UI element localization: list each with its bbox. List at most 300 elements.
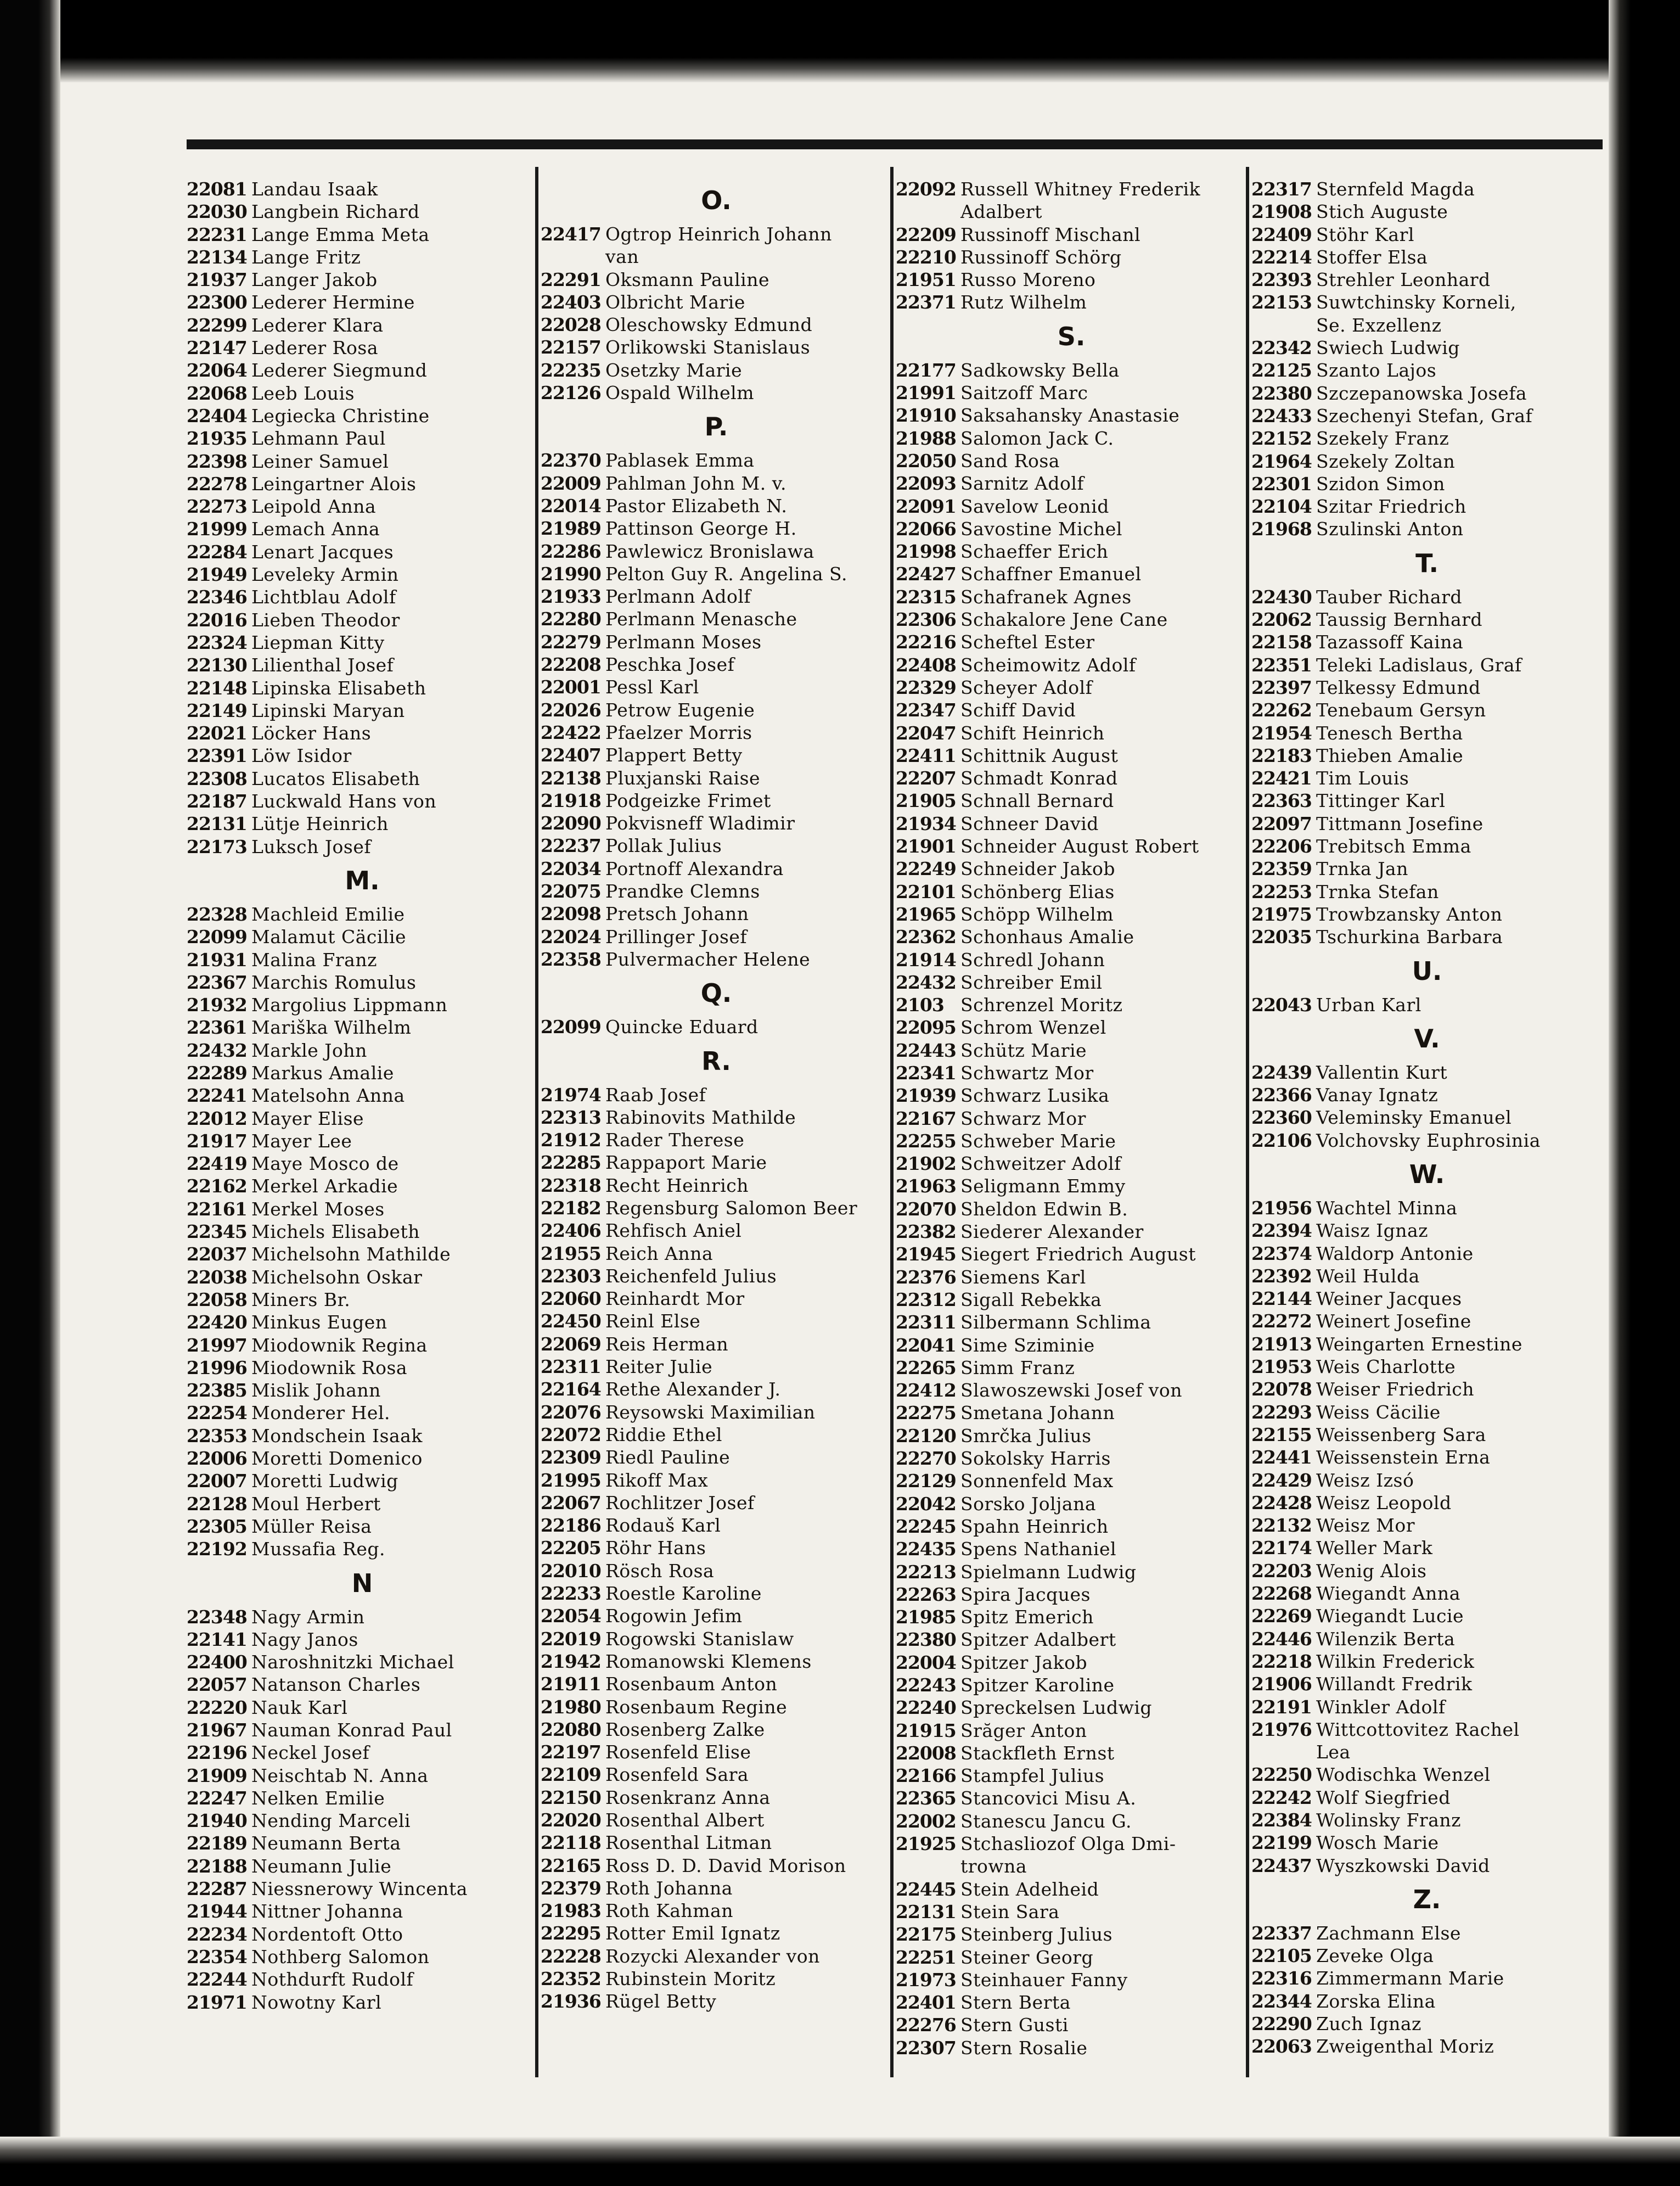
list-item <box>896 1787 1247 1809</box>
list-item <box>187 1493 538 1515</box>
entry-number: 21910 <box>896 405 956 427</box>
entry-name: Zachmann Else <box>1316 1922 1461 1944</box>
list-item <box>1251 359 1603 382</box>
list-item <box>896 1243 1247 1265</box>
entry-name: Nauman Konrad Paul <box>251 1719 452 1741</box>
list-item <box>187 291 538 313</box>
entry-number: 22020 <box>541 1809 601 1831</box>
list-item <box>541 1560 892 1582</box>
entry-number: 22149 <box>187 699 247 721</box>
entry-name: Perlmann Adolf <box>605 586 751 608</box>
list-item <box>896 1991 1247 2014</box>
entry-name: Telkessy Edmund <box>1316 676 1481 698</box>
entry-name: Spielmann Ludwig <box>960 1561 1137 1583</box>
entry-name: Stancovici Misu A. <box>960 1787 1137 1809</box>
entry-number: 22348 <box>187 1606 247 1628</box>
list-item <box>187 1311 538 1333</box>
entry-name: Rodauš Karl <box>605 1515 721 1537</box>
list-item <box>1251 1854 1603 1877</box>
entry-name: Rehfisch Aniel <box>605 1220 742 1242</box>
list-item <box>541 336 892 358</box>
entry-name: Urban Karl <box>1316 994 1421 1016</box>
entry-number: 22068 <box>187 382 247 404</box>
entry-name: Schönberg Elias <box>960 881 1115 903</box>
entry-name: Ross D. D. David Morison <box>605 1854 846 1876</box>
entry-number: 22291 <box>541 268 601 290</box>
entry-name: Steiner Georg <box>960 1946 1094 1968</box>
entry-number: 22183 <box>1251 744 1312 766</box>
entry-name: Pollak Julius <box>605 835 722 857</box>
list-item <box>541 1378 892 1400</box>
list-item <box>896 1175 1247 1197</box>
entry-number: 22058 <box>187 1288 247 1310</box>
entry-number: 22439 <box>1251 1061 1312 1083</box>
entry-number: 21908 <box>1251 201 1312 223</box>
entry-name: Szekely Franz <box>1316 428 1449 450</box>
entry-name: Nagy Armin <box>251 1606 365 1628</box>
entry-number: 22147 <box>187 337 247 359</box>
list-item <box>541 1741 892 1763</box>
list-item <box>1251 337 1603 359</box>
entry-number: 22099 <box>187 926 247 948</box>
entry-name: Rügel Betty <box>605 1991 717 2013</box>
entry-number: 22182 <box>541 1197 601 1219</box>
list-item <box>187 1923 538 1946</box>
list-item <box>187 722 538 744</box>
entry-name: Rozycki Alexander von <box>605 1945 820 1967</box>
list-item <box>1251 1831 1603 1854</box>
directory-column-1 <box>187 178 538 2077</box>
entry-name: Röhr Hans <box>605 1537 706 1559</box>
entry-name: Siemens Karl <box>960 1266 1086 1288</box>
entry-name: Strehler Leonhard <box>1316 269 1491 291</box>
entry-name: Szekely Zoltan <box>1316 450 1456 472</box>
entry-name: Leingartner Alois <box>251 473 417 495</box>
list-item <box>187 405 538 427</box>
list-item <box>187 1220 538 1243</box>
list-item <box>187 1334 538 1357</box>
list-item <box>1251 1537 1603 1559</box>
entry-name: Pessl Karl <box>605 676 699 698</box>
list-item <box>896 1130 1247 1152</box>
entry-number: 22445 <box>896 1878 956 1900</box>
entry-name: Lehmann Paul <box>251 428 386 450</box>
list-item <box>541 608 892 630</box>
list-item <box>1251 1673 1603 1695</box>
entry-number: 22408 <box>896 654 956 676</box>
entry-number: 22081 <box>187 178 247 200</box>
entry-number: 22290 <box>1251 2013 1312 2035</box>
entry-name: Reich Anna <box>605 1242 713 1264</box>
entry-number: 22411 <box>896 744 956 766</box>
entry-number: 21974 <box>541 1084 601 1106</box>
list-item <box>187 1062 538 1084</box>
header-rule <box>187 139 1603 149</box>
entry-name: Wosch Marie <box>1316 1832 1439 1854</box>
entry-number: 22030 <box>187 201 247 223</box>
list-item <box>1251 1084 1603 1106</box>
entry-number: 21996 <box>187 1357 247 1378</box>
entry-name: Lange Fritz <box>251 246 361 268</box>
entry-number: 21971 <box>187 1991 247 2013</box>
entry-name: Rösch Rosa <box>605 1560 715 1582</box>
entry-number: 21942 <box>541 1650 601 1672</box>
entry-name: Perlmann Menasche <box>605 608 797 630</box>
entry-name: Rosenthal Albert <box>605 1809 765 1831</box>
list-item <box>1251 223 1603 246</box>
entry-number: 22317 <box>1251 178 1312 200</box>
list-item <box>187 1991 538 2014</box>
list-item <box>541 812 892 834</box>
list-item <box>896 631 1247 653</box>
entry-name: Weis Charlotte <box>1316 1356 1456 1378</box>
list-item <box>896 200 1247 223</box>
list-item <box>1251 994 1603 1016</box>
list-item <box>896 1334 1247 1357</box>
entry-name: Rochlitzer Josef <box>605 1492 755 1514</box>
list-item <box>896 699 1247 721</box>
list-item <box>896 1628 1247 1651</box>
list-item <box>1251 1287 1603 1310</box>
section-letter-heading: V. <box>1414 1023 1440 1053</box>
entry-name: Leipold Anna <box>251 496 377 518</box>
entry-number: 22126 <box>541 382 601 404</box>
entry-number: 21990 <box>541 563 601 585</box>
entry-name: Stern Berta <box>960 1992 1071 2014</box>
list-item <box>896 1152 1247 1175</box>
entry-number: 22043 <box>1251 994 1312 1016</box>
entry-name: Moretti Ludwig <box>251 1470 398 1492</box>
entry-number: 22076 <box>541 1401 601 1423</box>
list-item <box>1251 382 1603 405</box>
entry-number: 22125 <box>1251 360 1312 382</box>
entry-number: 22008 <box>896 1742 956 1764</box>
entry-number: 22021 <box>187 722 247 744</box>
entry-number: 22420 <box>187 1311 247 1333</box>
list-item <box>187 337 538 359</box>
entry-number: 22409 <box>1251 223 1312 245</box>
list-item <box>1251 812 1603 835</box>
entry-name: Se. Exzellenz <box>1316 314 1442 336</box>
entry-number: 22010 <box>541 1560 601 1582</box>
list-item <box>896 1651 1247 1674</box>
list-item <box>187 382 538 405</box>
entry-number: 22187 <box>187 791 247 812</box>
entry-name: Schmadt Konrad <box>960 767 1118 789</box>
entry-name: Rader Therese <box>605 1129 745 1151</box>
entry-name: Portnoff Alexandra <box>605 857 784 879</box>
entry-name: Tenesch Bertha <box>1316 722 1463 744</box>
entry-number: 22362 <box>896 926 956 948</box>
entry-name: Merkel Arkadie <box>251 1175 398 1197</box>
entry-name: Weinert Josefine <box>1316 1310 1471 1332</box>
entry-number: 22220 <box>187 1696 247 1718</box>
entry-name: Wyszkowski David <box>1316 1854 1490 1876</box>
entry-name: Romanowski Klemens <box>605 1650 812 1672</box>
list-item <box>896 1855 1247 1877</box>
entry-name: Stern Rosalie <box>960 2037 1088 2059</box>
entry-name: Osetzky Marie <box>605 359 743 381</box>
entry-number: 22197 <box>541 1741 601 1763</box>
entry-name: Leveleky Armin <box>251 564 399 586</box>
entry-name: Sigall Rebekka <box>960 1288 1102 1310</box>
scan-border-bottom <box>0 2137 1680 2186</box>
list-item <box>1251 1310 1603 1332</box>
entry-number: 22419 <box>187 1153 247 1175</box>
list-item <box>541 245 892 268</box>
list-item <box>896 676 1247 699</box>
entry-number: 22019 <box>541 1628 601 1650</box>
entry-number: 22443 <box>896 1039 956 1061</box>
entry-number: 22254 <box>187 1402 247 1424</box>
entry-number: 22091 <box>896 495 956 517</box>
entry-name: Neumann Berta <box>251 1832 401 1854</box>
list-item <box>896 586 1247 608</box>
entry-name: Schredl Johann <box>960 949 1105 971</box>
list-item <box>1251 1990 1603 2013</box>
list-item <box>541 653 892 676</box>
entry-number: 22129 <box>896 1470 956 1492</box>
entry-number: 22401 <box>896 1992 956 2014</box>
list-item <box>1251 1741 1603 1763</box>
entry-name: Leeb Louis <box>251 382 355 404</box>
entry-name: Landau Isaak <box>251 178 378 200</box>
list-item <box>541 789 892 812</box>
entry-name: Schwartz Mor <box>960 1062 1094 1084</box>
entry-name: Markle John <box>251 1039 367 1061</box>
list-item <box>541 1831 892 1854</box>
list-item <box>187 699 538 722</box>
entry-number: 21985 <box>896 1606 956 1628</box>
list-item <box>896 903 1247 926</box>
list-item <box>541 903 892 925</box>
entry-name: Matelsohn Anna <box>251 1085 405 1107</box>
list-item <box>896 1266 1247 1288</box>
entry-number: 22148 <box>187 677 247 699</box>
list-item <box>541 1786 892 1809</box>
entry-name: Trnka Jan <box>1316 858 1408 880</box>
entry-name: Siegert Friedrich August <box>960 1243 1196 1265</box>
entry-name: Ospald Wilhelm <box>605 382 755 404</box>
list-item <box>896 1515 1247 1538</box>
list-item <box>187 586 538 608</box>
entry-name: Weiner Jacques <box>1316 1288 1462 1310</box>
entry-name: Michelsohn Oskar <box>251 1266 423 1288</box>
entry-number: 22407 <box>541 744 601 766</box>
entry-name: Michelsohn Mathilde <box>251 1243 451 1265</box>
list-item <box>1251 1605 1603 1627</box>
entry-number: 21906 <box>1251 1673 1312 1695</box>
entry-number: 22361 <box>187 1017 247 1039</box>
entry-name: Wiegandt Anna <box>1316 1583 1460 1605</box>
list-item <box>541 1265 892 1287</box>
list-item <box>187 450 538 473</box>
entry-number: 21918 <box>541 789 601 811</box>
list-item <box>541 449 892 472</box>
list-item <box>1251 1219 1603 1242</box>
entry-number: 21955 <box>541 1242 601 1264</box>
list-item <box>187 1175 538 1197</box>
entry-number: 21911 <box>541 1673 601 1695</box>
list-item <box>896 518 1247 540</box>
entry-number: 22366 <box>1251 1084 1312 1106</box>
entry-name: Miodownik Rosa <box>251 1357 408 1378</box>
entry-name: Reichenfeld Julius <box>605 1265 777 1287</box>
list-item <box>541 631 892 653</box>
list-item <box>541 1492 892 1514</box>
entry-number: 21967 <box>187 1719 247 1741</box>
entry-name: Sokolsky Harris <box>960 1448 1111 1470</box>
entry-number: 22196 <box>187 1742 247 1764</box>
list-item <box>541 1514 892 1537</box>
entry-name: Pablasek Emma <box>605 450 755 472</box>
entry-number: 22104 <box>1251 496 1312 518</box>
list-item <box>187 473 538 495</box>
entry-number: 22203 <box>1251 1560 1312 1582</box>
entry-name: Stein Sara <box>960 1901 1060 1922</box>
entry-number: 22174 <box>1251 1537 1312 1559</box>
list-item <box>1251 1401 1603 1423</box>
entry-number: 22394 <box>1251 1220 1312 1242</box>
list-item <box>896 563 1247 585</box>
entry-number: 22078 <box>1251 1378 1312 1400</box>
entry-number: 22210 <box>896 246 956 268</box>
entry-name: Nending Marceli <box>251 1810 411 1832</box>
list-item <box>896 2037 1247 2059</box>
list-item <box>187 1447 538 1470</box>
list-item <box>187 359 538 382</box>
entry-number: 22241 <box>187 1085 247 1107</box>
entry-name: Schiff David <box>960 699 1076 721</box>
entry-number: 22341 <box>896 1062 956 1084</box>
entry-name: Malamut Cäcilie <box>251 926 407 948</box>
list-item <box>1251 903 1603 926</box>
entry-name: Pawlewicz Bronislawa <box>605 540 814 562</box>
entry-number: 21973 <box>896 1969 956 1991</box>
entry-number: 22206 <box>1251 836 1312 857</box>
list-item <box>896 382 1247 404</box>
list-item <box>896 1311 1247 1333</box>
list-item <box>187 812 538 835</box>
entry-number: 22177 <box>896 359 956 381</box>
entry-name: Zuch Ignaz <box>1316 2013 1421 2035</box>
entry-number: 22062 <box>1251 609 1312 631</box>
list-item <box>541 1242 892 1265</box>
list-item <box>187 1855 538 1877</box>
entry-number: 22098 <box>541 903 601 925</box>
entry-number: 22191 <box>1251 1696 1312 1718</box>
list-item <box>896 1084 1247 1107</box>
list-item <box>187 1243 538 1265</box>
list-item <box>1251 1786 1603 1809</box>
entry-name: Weingarten Ernestine <box>1316 1333 1522 1355</box>
list-item <box>896 767 1247 789</box>
entry-number: 22064 <box>187 360 247 382</box>
entry-name: Luksch Josef <box>251 836 372 857</box>
entry-number: 22057 <box>187 1674 247 1696</box>
entry-name: Volchovsky Euphrosinia <box>1316 1129 1541 1151</box>
entry-name: Tschurkina Barbara <box>1316 926 1503 948</box>
entry-name: Wilenzik Berta <box>1316 1628 1456 1650</box>
entry-name: Pulvermacher Helene <box>605 948 811 970</box>
list-item <box>896 1016 1247 1039</box>
entry-name: Rikoff Max <box>605 1469 709 1491</box>
entry-number: 22435 <box>896 1538 956 1560</box>
entry-name: Stanescu Jancu G. <box>960 1810 1132 1832</box>
entry-number: 22026 <box>541 699 601 721</box>
entry-number: 22406 <box>541 1220 601 1242</box>
entry-number: 22289 <box>187 1062 247 1084</box>
entry-number: 22309 <box>541 1447 601 1468</box>
list-item <box>541 1696 892 1718</box>
entry-name: Vanay Ignatz <box>1316 1084 1439 1106</box>
entry-name: Perlmann Moses <box>605 631 762 653</box>
list-item <box>896 744 1247 767</box>
entry-number: 21914 <box>896 949 956 971</box>
entry-name: Stchasliozof Olga Dmi- <box>960 1833 1176 1855</box>
list-item <box>896 178 1247 200</box>
list-item <box>187 541 538 563</box>
entry-number: 22109 <box>541 1764 601 1786</box>
entry-number: 22393 <box>1251 269 1312 291</box>
entry-number: 22063 <box>1251 2036 1312 2058</box>
list-item <box>541 540 892 563</box>
entry-number: 22244 <box>187 1969 247 1991</box>
list-item <box>1251 1378 1603 1400</box>
entry-name: Schütz Marie <box>960 1039 1087 1061</box>
entry-number: 22305 <box>187 1515 247 1537</box>
entry-name: Lederer Klara <box>251 314 384 336</box>
entry-name: Marchis Romulus <box>251 971 417 993</box>
list-item <box>541 1333 892 1355</box>
entry-name: Riddie Ethel <box>605 1423 722 1445</box>
entry-name: Rogowin Jefim <box>605 1605 743 1627</box>
list-item <box>541 744 892 766</box>
list-item <box>896 1493 1247 1515</box>
entry-number: 22167 <box>896 1107 956 1129</box>
list-item <box>896 722 1247 744</box>
entry-number: 22070 <box>896 1198 956 1220</box>
list-item <box>1251 1809 1603 1831</box>
entry-number: 22268 <box>1251 1583 1312 1605</box>
entry-number: 21951 <box>896 269 956 291</box>
entry-name: Silbermann Schlima <box>960 1311 1151 1333</box>
entry-name: Nittner Johanna <box>251 1901 403 1922</box>
entry-name: Merkel Moses <box>251 1198 385 1220</box>
list-item <box>541 1174 892 1197</box>
entry-number: 22014 <box>541 495 601 517</box>
list-item <box>541 926 892 948</box>
entry-name: Pluxjanski Raise <box>605 767 761 789</box>
list-item <box>187 677 538 699</box>
list-item <box>896 1764 1247 1787</box>
entry-number: 22441 <box>1251 1447 1312 1468</box>
list-item <box>541 1310 892 1332</box>
list-item <box>1251 1696 1603 1718</box>
entry-number: 21909 <box>187 1764 247 1786</box>
list-item <box>187 246 538 268</box>
entry-number: 22278 <box>187 473 247 495</box>
entry-name: Salomon Jack C. <box>960 427 1114 449</box>
entry-number: 22250 <box>1251 1764 1312 1786</box>
list-item <box>541 721 892 744</box>
entry-name: Stern Gusti <box>960 2014 1069 2036</box>
entry-number: 22138 <box>541 767 601 789</box>
entry-name: Wiegandt Lucie <box>1316 1605 1464 1627</box>
entry-name: Natanson Charles <box>251 1674 421 1696</box>
list-item <box>541 676 892 698</box>
entry-name: Peschka Josef <box>605 654 735 676</box>
